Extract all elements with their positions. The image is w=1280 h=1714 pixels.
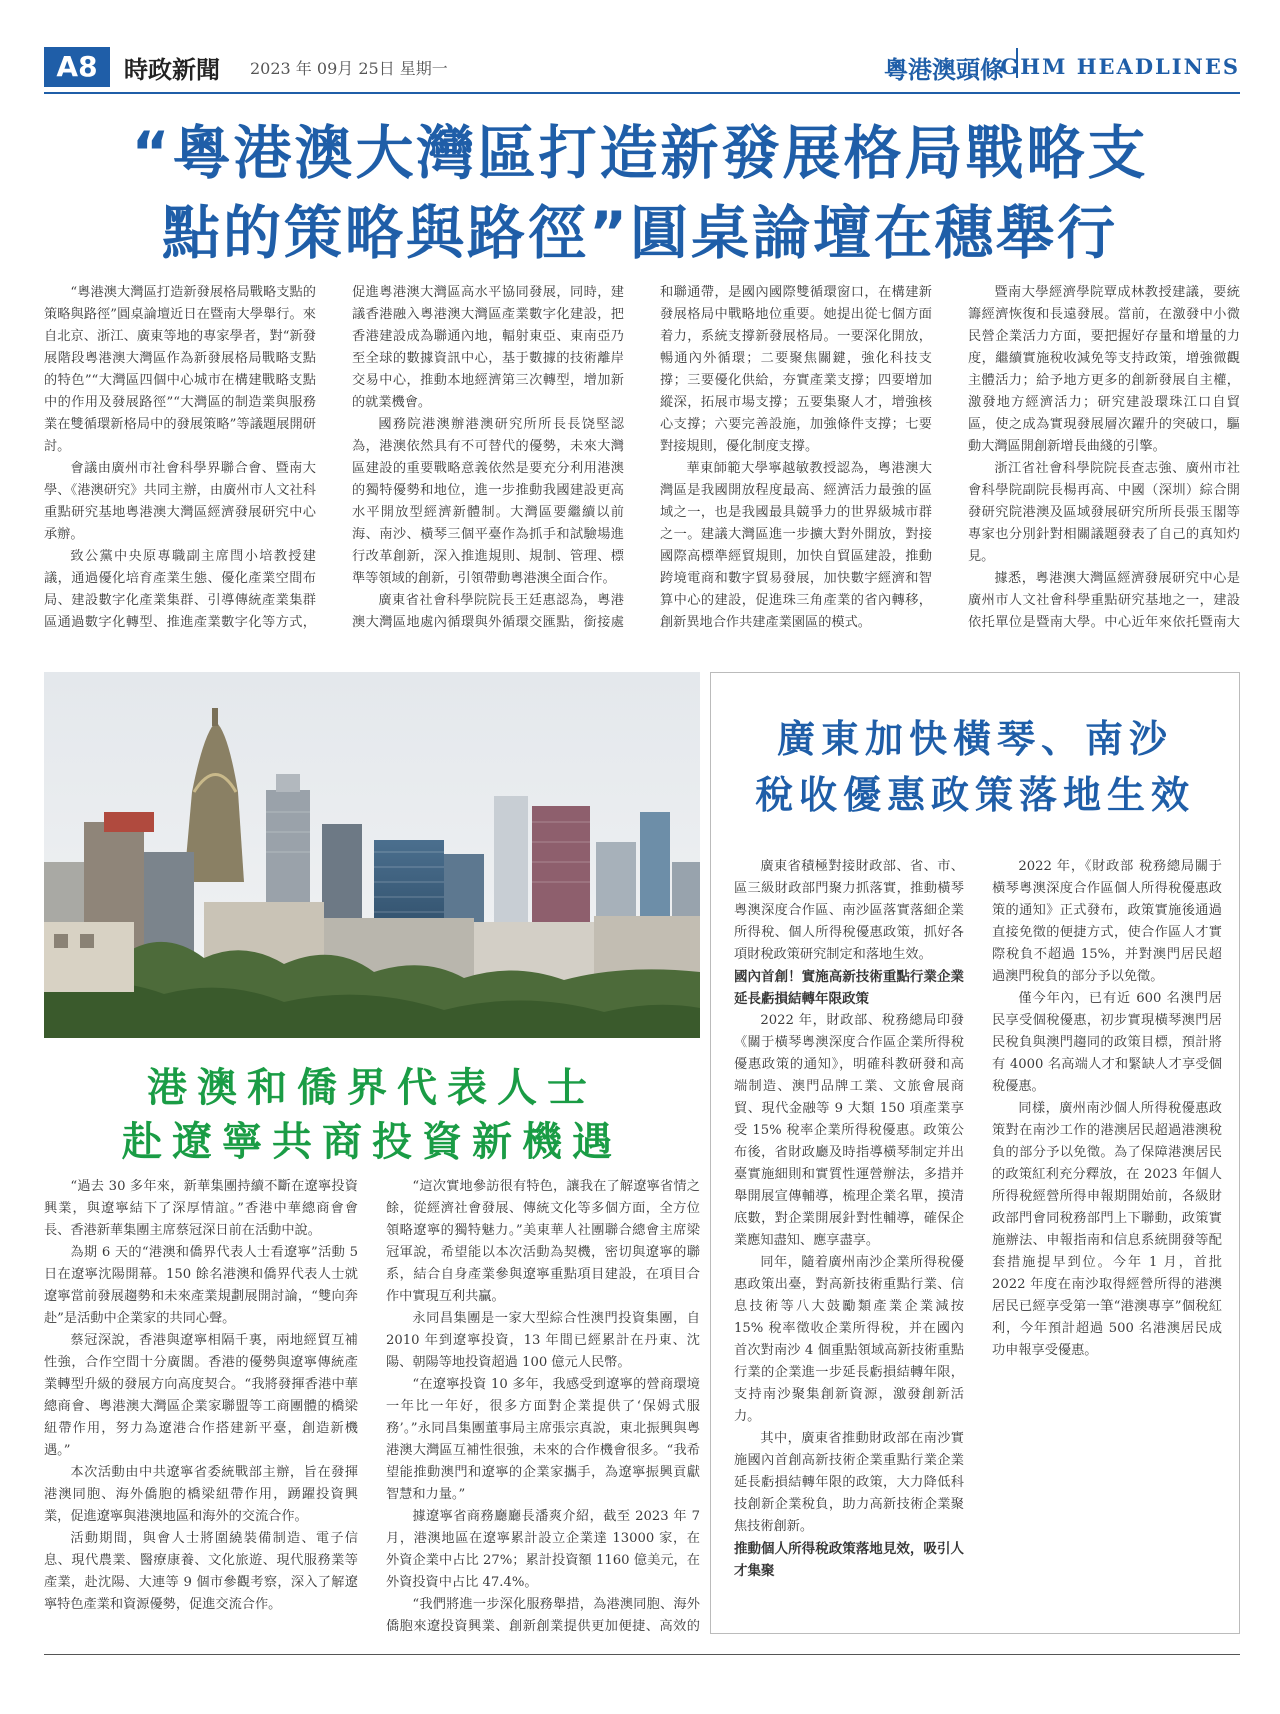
tax-article-title-line-2: 稅收優惠政策落地生效 <box>754 773 1195 817</box>
article-paragraph: 為期 6 天的“港澳和僑界代表人士看遼寧”活動 5 日在遼寧沈陽開幕。150 餘名港澳和僑界代表人士就遼寧當前發展趨勢和未來產業規劃展開討論，“雙向奔赴”是活動中企業家的共同心聲。 <box>44 1245 358 1326</box>
forum-article-columns <box>44 282 1240 654</box>
tax-article-columns <box>734 856 1222 1586</box>
article-paragraph: 同樣，廣州南沙個人所得稅優惠政策對在南沙工作的港澳居民超過港澳稅負的部分予以免徵。為了保障港澳居民的政策紅利充分釋放，在 2023 年個人所得稅經營所得申報期開始前，各級財政部門會同稅務部門上下聯動，政策實施辦法、申報指南和信息系統開發等配套措施提早到位。今年 1 月，首批 2022 年度在南沙取得經營所得的港澳居民已經享受第一筆“港澳專享”個稅紅利，今年預計超過 500 名港澳居民成功申報享受優惠。 <box>992 1101 1222 1358</box>
article-paragraph: 永同昌集團是一家大型綜合性澳門投資集團，自 2010 年到遼寧投資，13 年間已經累計在丹東、沈陽、朝陽等地投資超過 100 億元人民幣。 <box>386 1311 700 1370</box>
article-paragraph: 致公黨中央原專職副主席閆小培教授建議，通過優化培育產業生態、優化產業空間布局、建設數字化產業集群、引導傳統產業集群區通過數字化轉型、推進產業數字化等方式，促進粵港澳大灣區高水平協同發展，同時，建議香港融入粵港澳大灣區產業數字化建設，把香港建設成為聯通內地，輻射東亞、東南亞乃至全球的數據資訊中心，基于數據的技術離岸交易中心，推動本地經濟第三次轉型，增加新的就業機會。 <box>44 285 624 630</box>
article-paragraph: “過去 30 多年來，新華集團持續不斷在遼寧投資興業，與遼寧結下了深厚情誼。”香港中華總商會會長、香港新華集團主席蔡冠深日前在活動中說。 <box>44 1179 358 1238</box>
article-subheading: 推動個人所得稅政策落地見效，吸引人才集聚 <box>734 1541 964 1579</box>
liaoning-article <box>44 1176 700 1646</box>
article-paragraph: 2022 年，《財政部 稅務總局關于橫琴粵澳深度合作區個人所得稅優惠政策的通知》正式發布，政策實施後通過直接免徵的便捷方式，使合作區人才實際稅負不超過 15%，并對澳門居民超過澳門稅負的部分予以免徵。 <box>992 859 1222 984</box>
section-name: 時政新聞 <box>124 56 220 84</box>
article-paragraph: “粵港澳大灣區打造新發展格局戰略支點的策略與路徑”圓桌論壇近日在暨南大學舉行。來自北京、浙江、廣東等地的專家學者，對“新發展階段粵港澳大灣區作為新發展格局戰略支點的特色”“大灣區四個中心城市在構建戰略支點中的作用及發展路徑”“大灣區的制造業與服務業在雙循環新格局中的發展策略”等議題展開研討。 <box>44 285 316 454</box>
article-paragraph: 據悉，粵港澳大灣區經濟發展研究中心是廣州市人文社會科學重點研究基地之一，建設依托單位是暨南大學。中心近年來依托暨南大 <box>968 571 1240 630</box>
article-paragraph: 2022 年，財政部、稅務總局印發《關于橫琴粵澳深度合作區企業所得稅優惠政策的通知》，明確科教研發和高端制造、澳門品牌工業、文旅會展商貿、現代金融等 9 大類 150 項產業享受 15% 稅率企業所得稅優惠。政策公布後，省財政廳及時指導橫琴制定并出臺實施細則和實質性運營辦法，多措并舉開展宣傳輔導，梳理企業名單，摸清底數，對企業開展針對性輔導，確保企業應知盡知、應享盡享。 <box>734 1013 964 1248</box>
liaoning-article-title-line-1: 港澳和僑界代表人士 <box>147 1065 597 1111</box>
liaoning-article-title-line-2: 赴遼寧共商投資新機遇 <box>122 1119 622 1165</box>
article-paragraph: 活動期間，與會人士將圍繞裝備制造、電子信息、現代農業、醫療康養、文化旅遊、現代服務業等產業，赴沈陽、大連等 9 個市參觀考察，深入了解遼寧特色產業和資源優勢，促進交流合作。 <box>44 1531 358 1612</box>
skyline-illustration <box>44 672 700 1038</box>
article-paragraph: 本次活動由中共遼寧省委統戰部主辦，旨在發揮港澳同胞、海外僑胞的橋梁紐帶作用，踴躍投資興業，促進遼寧與港澳地區和海外的交流合作。 <box>44 1465 358 1524</box>
brand-name-english: GHM HEADLINES <box>1000 54 1240 79</box>
article-paragraph: 廣東省社會科學院院長王廷惠認為，粵港澳大灣區地處內循環與外循環交匯點，銜接處和聯通帶，是國內國際雙循環窗口，在構建新發展格局中戰略地位重要。她提出從七個方面着力，系統支撐新發展格局。一要深化開放，暢通內外循環；二要聚焦關鍵，強化科技支撐；三要優化供給，夯實產業支撐；四要增加縱深，拓展市場支撐；五要集聚人才，增強核心支撐；六要完善設施，加強條件支撐；七要對接規則，優化制度支撐。 <box>352 285 932 630</box>
article-paragraph: 蔡冠深說，香港與遼寧相隔千裏，兩地經貿互補性強，合作空間十分廣闊。香港的優勢與遼寧傳統產業轉型升級的發展方向高度契合。“我將發揮香港中華總商會、粵港澳大灣區企業家聯盟等工商團體的橋梁紐帶作用，努力為遼港合作搭建新平臺，創造新機遇。” <box>44 1333 358 1458</box>
article-paragraph: 國務院港澳辦港澳研究所所長長饶堅認為，港澳依然具有不可替代的優勢，未來大灣區建設的重要戰略意義依然是要充分利用港澳的獨特優勢和地位，進一步推動我國建設更高水平開放型經濟新體制。大灣區要繼續以前海、南沙、橫琴三個平臺作為抓手和試驗場進行改革創新，深入推進規則、規制、管理、標準等領域的創新，引領帶動粵港澳全面合作。 <box>352 417 624 586</box>
article-paragraph: 廣東省積極對接財政部、省、市、區三級財政部門聚力抓落實，推動橫琴粵澳深度合作區、南沙區落實落細企業所得稅、個人所得稅優惠政策，抓好各項財稅政策研究制定和落地生效。 <box>734 859 964 962</box>
city-skyline-photo <box>44 672 700 1038</box>
article-paragraph: 浙江省社會科學院院長查志強、廣州市社會科學院副院長楊再高、中國（深圳）綜合開發研究院港澳及區域發展研究所所長張玉閣等專家也分別針對相關議題發表了自己的真知灼見。 <box>968 461 1240 564</box>
article-paragraph: “這次實地參訪很有特色，讓我在了解遼寧省情之餘，從經濟社會發展、傳統文化等多個方面，全方位領略遼寧的獨特魅力。”美東華人社團聯合總會主席梁冠軍說，希望能以本次活動為契機，密切與遼寧的聯系，結合自身產業參與遼寧重點項目建設，在項目合作中實現互利共贏。 <box>386 1179 700 1304</box>
tax-article-title-line-1: 廣東加快橫琴、南沙 <box>776 717 1173 761</box>
article-paragraph: 僅今年內，已有近 600 名澳門居民享受個稅優惠，初步實現橫琴澳門居民稅負與澳門趨同的政策目標，預計將有 4000 名高端人才和緊缺人才享受個稅優惠。 <box>992 991 1222 1094</box>
article-paragraph: 同年，隨着廣州南沙企業所得稅優惠政策出臺，對高新技術重點行業、信息技術等八大鼓勵類產業企業減按 15% 稅率徵收企業所得稅，并在國內首次對南沙 4 個重點領域高新技術重點行業的企業進一步延長虧損結轉年限，支持南沙聚集創新資源，激發創新活力。 <box>734 1255 964 1424</box>
main-headline-line-2: 點的策略與路徑”圓桌論壇在穗舉行 <box>161 199 1119 267</box>
article-paragraph: 華東師範大學寧越敏教授認為，粵港澳大灣區是我國開放程度最高、經濟活力最強的區域之一，也是我國最具競爭力的世界級城市群之一。建議大灣區進一步擴大對外開放，對接國際高標準經貿規則，加快自貿區建設，推動跨境電商和數字貿易發展，加快數字經濟和智算中心的建設，促進珠三角產業的省內轉移，創新異地合作共建產業園區的模式。 <box>660 461 932 630</box>
article-subheading: 國內首創！實施高新技術重點行業企業延長虧損結轉年限政策 <box>734 969 964 1007</box>
liaoning-article-columns <box>44 1176 700 1646</box>
header-rule <box>44 92 1240 94</box>
tax-article <box>734 856 1222 1586</box>
brand-name-chinese: 粵港澳頭條 <box>884 56 1004 84</box>
forum-article <box>44 282 1240 654</box>
issue-date: 2023 年 09月 25日 星期一 <box>250 59 448 78</box>
article-paragraph: 會議由廣州市社會科學界聯合會、暨南大學、《港澳研究》共同主辦，由廣州市人文社科重點研究基地粵港澳大灣區經濟發展研究中心承辦。 <box>44 461 316 542</box>
article-paragraph: “在遼寧投資 10 多年，我感受到遼寧的營商環境一年比一年好，很多方面對企業提供了‘保姆式服務’。”永同昌集團董事局主席張宗真說，東北振興與粵港澳大灣區互補性很強，未來的合作機會很多。“我希望能推動澳門和遼寧的企業家攜手，為遼寧振興貢獻智慧和力量。” <box>386 1377 700 1502</box>
footer-rule <box>44 1654 1240 1655</box>
article-paragraph: “我們將進一步深化服務舉措，為港澳同胞、海外僑胞來遼投資興業、創新創業提供更加便捷、高效的 <box>386 1597 700 1634</box>
article-paragraph: 暨南大學經濟學院覃成林教授建議，要統籌經濟恢復和長遠發展。當前，在激發中小微民營企業活力方面，要把握好存量和增量的力度，繼續實施稅收減免等支持政策，增強微觀主體活力；給予地方更多的創新發展自主權，激發地方經濟活力；研究建設環珠江口自貿區，使之成為實現發展層次躍升的突破口，驅動大灣區開創新增長曲綫的引擎。 <box>968 285 1240 454</box>
page-number-badge: A8 <box>44 47 110 87</box>
article-paragraph: 其中，廣東省推動財政部在南沙實施國內首創高新技術企業重點行業企業延長虧損結轉年限的政策，大力降低科技創新企業稅負，助力高新技術企業聚焦技術創新。 <box>734 1431 964 1534</box>
article-paragraph: 據遼寧省商務廳廳長潘爽介紹，截至 2023 年 7 月，港澳地區在遼寧累計設立企業達 13000 家，在外資企業中占比 27%；累計投資額 1160 億美元，在外資投資中占比 47.4%。 <box>386 1509 700 1590</box>
main-headline-line-1: “粵港澳大灣區打造新發展格局戰略支 <box>131 119 1149 187</box>
